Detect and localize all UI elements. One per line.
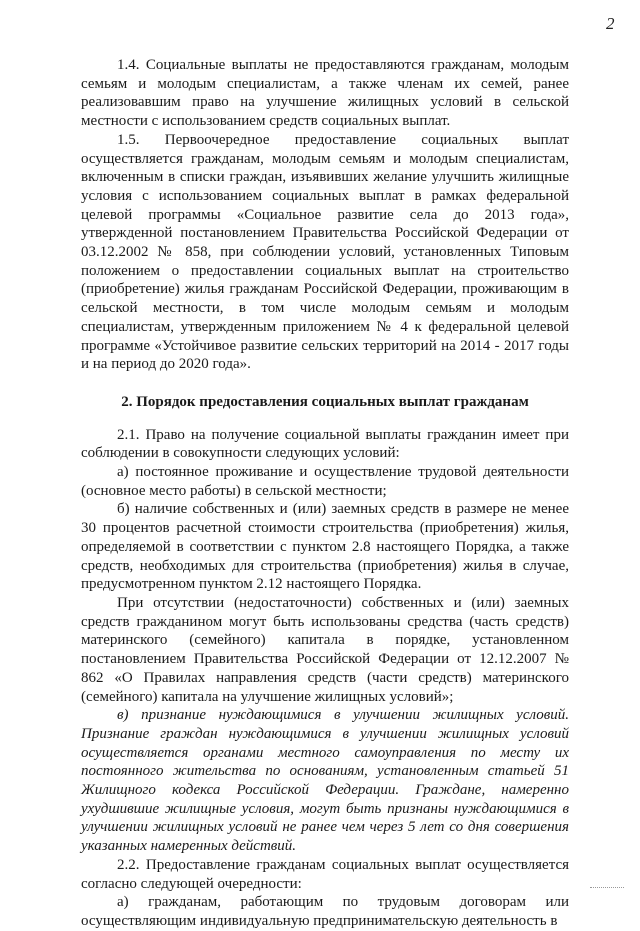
paragraph-condition-v: в) признание нуждающимися в улучшении жилищных условий. Признание граждан нуждающимися в улучшении жилищных условий осуществляется органами местного самоуправления по месту их постоянного жительства по основаниям, установленным статьей 51 Жилищного кодекса Российской Федерации. Граждане, намеренно ухудшившие жилищные условия, могут быть признаны нуждающимися в улучшении жилищных условий не ранее чем через 5 лет со дня совершения указанных намеренных действий. <box>81 707 569 855</box>
document-body <box>81 56 569 931</box>
section-heading: 2. Порядок предоставления социальных выплат гражданам <box>121 393 529 410</box>
paragraph-2-2: 2.2. Предоставление гражданам социальных выплат осуществляется согласно следующей очередности: <box>81 856 569 892</box>
page-number: 2 <box>606 14 615 33</box>
paragraph-condition-a: а) постоянное проживание и осуществление трудовой деятельности (основное место работы) в сельской местности; <box>81 464 569 499</box>
paragraph-condition-b: б) наличие собственных и (или) заемных средств в размере не менее 30 процентов расчетной стоимости строительства (приобретения) жилья, определяемой в соответствии с пунктом 2.8 настоящего Порядка, а также средств, необходимых для строительства (приобретения) жилья в случае, предусмотренном пунктом 2.12 настоящего Порядка. <box>81 501 569 593</box>
paragraph-1-5: 1.5. Первоочередное предоставление социальных выплат осуществляется гражданам, молодым семьям и молодым специалистам, включенным в списки граждан, изъявивших желание улучшить жилищные условия с использованием социальных выплат в рамках федеральной целевой программы «Социальное развитие села до 2013 года», утвержденной постановлением Правительства Российской Федерации от 03.12.2002 № 858, при соблюдении условий, установленных Типовым положением о предоставлении социальных выплат на строительство (приобретение) жилья гражданам Российской Федерации, проживающим в сельской местности, в том числе молодым семьям и молодым специалистам, утвержденным приложением № 4 к федеральной целевой программе «Устойчивое развитие сельских территорий на 2014 - 2017 годы и на период до 2020 года». <box>81 131 569 373</box>
paragraph-maternity-capital: При отсутствии (недостаточности) собственных и (или) заемных средств гражданином могут быть использованы средства (часть средств) материнского (семейного) капитала в порядке, установленном постановлением Правительства Российской Федерации от 12.12.2007 № 862 «О Правилах направления средств (части средств) материнского (семейного) капитала на улучшение жилищных условий»; <box>81 594 569 705</box>
paragraph-1-4: 1.4. Социальные выплаты не предоставляются гражданам, молодым семьям и молодым специалистам, а также членам их семей, ранее реализовавшим право на улучшение жилищных условий в сельской местности с использованием средств социальных выплат. <box>81 57 569 130</box>
paragraph-priority-a: а) гражданам, работающим по трудовым договорам или осуществляющим индивидуальную предпринимательскую деятельность в <box>81 894 569 929</box>
paragraph-2-1: 2.1. Право на получение социальной выплаты гражданин имеет при соблюдении в совокупности следующих условий: <box>81 426 569 462</box>
scan-artifact <box>590 887 624 890</box>
